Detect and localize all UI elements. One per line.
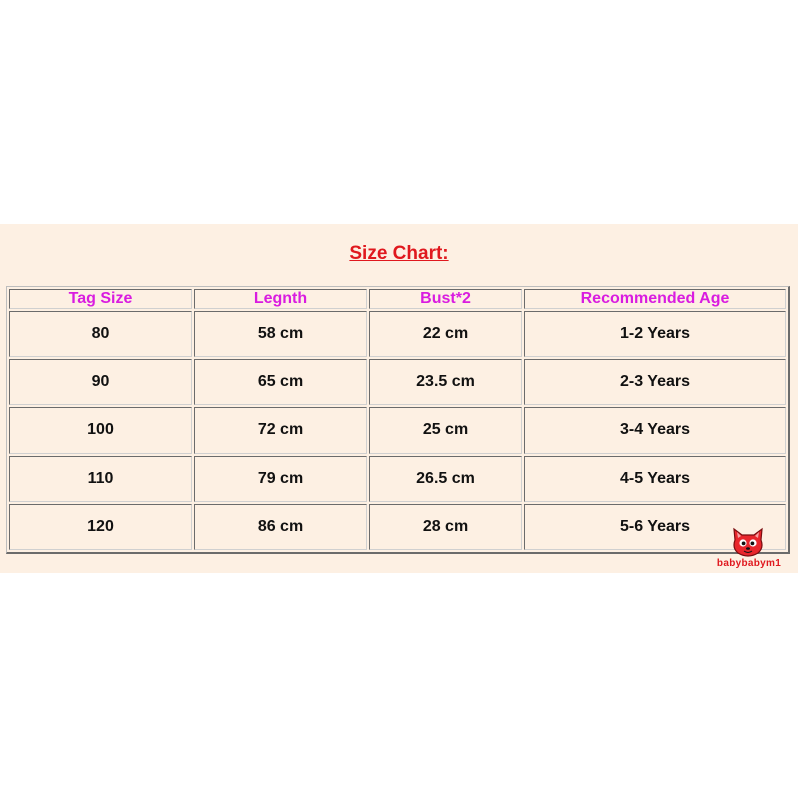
table-row: [9, 456, 786, 502]
header-tag-size: Tag Size: [9, 289, 192, 309]
cell-length: 65 cm: [194, 359, 367, 405]
cell-tag-size: 120: [9, 504, 192, 550]
table-row: [9, 407, 786, 453]
cell-bust: 28 cm: [369, 504, 522, 550]
size-table: [7, 287, 788, 552]
table-header-row: [9, 289, 786, 309]
size-table-frame: [6, 286, 790, 554]
cell-age: 2-3 Years: [524, 359, 786, 405]
brand-logo: [714, 526, 784, 572]
cell-age: 3-4 Years: [524, 407, 786, 453]
cell-length: 58 cm: [194, 311, 367, 357]
cell-bust: 22 cm: [369, 311, 522, 357]
cell-tag-size: 90: [9, 359, 192, 405]
table-row: [9, 359, 786, 405]
cell-age: 1-2 Years: [524, 311, 786, 357]
table-row: [9, 504, 786, 550]
header-bust: Bust*2: [369, 289, 522, 309]
header-recommended-age: Recommended Age: [524, 289, 786, 309]
cell-tag-size: 110: [9, 456, 192, 502]
cell-length: 86 cm: [194, 504, 367, 550]
cell-tag-size: 100: [9, 407, 192, 453]
cell-length: 72 cm: [194, 407, 367, 453]
cell-age: 5-6 Years: [524, 504, 786, 550]
cell-bust: 25 cm: [369, 407, 522, 453]
size-chart-panel: [0, 224, 798, 573]
cell-tag-size: 80: [9, 311, 192, 357]
cell-age: 4-5 Years: [524, 456, 786, 502]
header-length: Legnth: [194, 289, 367, 309]
brand-logo-text: babybabym1: [716, 558, 782, 569]
table-row: [9, 311, 786, 357]
size-chart-title: Size Chart:: [349, 243, 449, 264]
cell-length: 79 cm: [194, 456, 367, 502]
cell-bust: 23.5 cm: [369, 359, 522, 405]
cat-face-icon: [731, 526, 765, 558]
cell-bust: 26.5 cm: [369, 456, 522, 502]
